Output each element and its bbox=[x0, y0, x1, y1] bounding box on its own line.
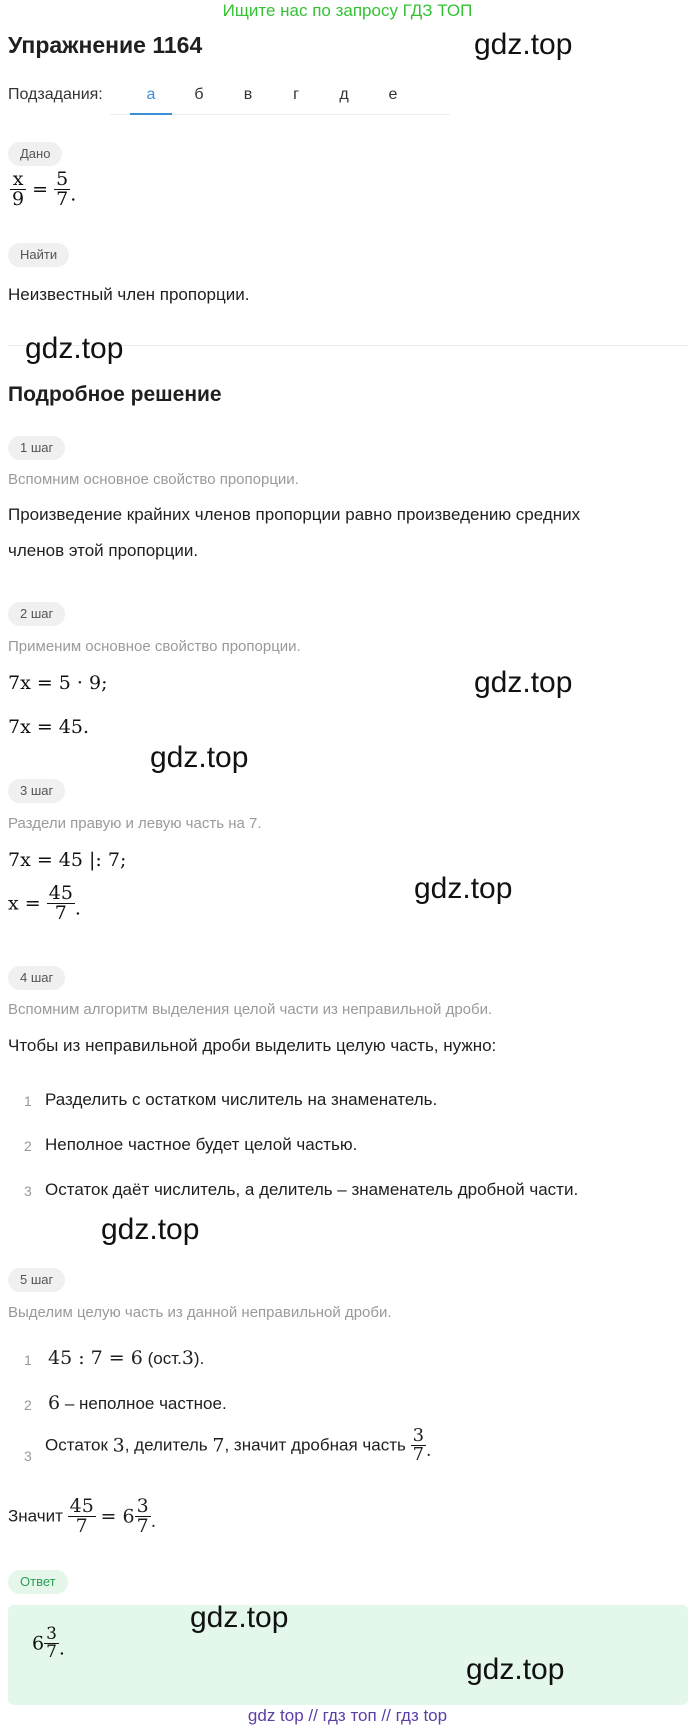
step2-eq2: 7x = 45. bbox=[8, 716, 90, 738]
step2-badge: 2 шаг bbox=[8, 602, 65, 626]
find-text: Неизвестный член пропорции. bbox=[8, 285, 250, 304]
watermark: gdz.top bbox=[190, 1601, 289, 1634]
top-banner[interactable]: Ищите нас по запросу ГДЗ ТОП bbox=[222, 1, 473, 20]
find-badge: Найти bbox=[8, 243, 69, 267]
tab-b[interactable]: б bbox=[194, 86, 204, 103]
tab-a[interactable]: а bbox=[146, 86, 156, 103]
step1-badge: 1 шаг bbox=[8, 436, 65, 460]
step4-intro: Чтобы из неправильной дроби выделить целую часть, нужно: bbox=[8, 1036, 497, 1055]
tab-g[interactable]: г bbox=[293, 86, 299, 103]
watermark: gdz.top bbox=[466, 1653, 565, 1686]
step4-hint: Вспомним алгоритм выделения целой части из неправильной дроби. bbox=[8, 1001, 493, 1018]
watermark: gdz.top bbox=[474, 28, 573, 61]
step2-eq1: 7x = 5 · 9; bbox=[8, 672, 108, 694]
step4-badge: 4 шаг bbox=[8, 966, 65, 990]
step1-line2: членов этой пропорции. bbox=[8, 541, 199, 560]
step5-item2: 6 – неполное частное. bbox=[48, 1392, 227, 1414]
answer-badge: Ответ bbox=[8, 1570, 68, 1594]
step5-conclusion: Значит $\frac{45}{7}$ = 6 $\frac{3}{7}$ . bbox=[8, 1495, 157, 1537]
given-badge: Дано bbox=[8, 142, 62, 166]
active-tab-indicator bbox=[130, 113, 172, 115]
list-item-number: 3 bbox=[24, 1183, 32, 1199]
answer-value: 6 $\frac{3}{7}$ . bbox=[32, 1624, 65, 1662]
step5-hint: Выделим целую часть из данной неправильной дроби. bbox=[8, 1304, 392, 1321]
list-item-number: 3 bbox=[24, 1448, 32, 1464]
watermark: gdz.top bbox=[101, 1213, 200, 1246]
step5-item3: Остаток 3, делитель 7, значит дробная часть $\frac{3}{7}$ . bbox=[45, 1425, 432, 1465]
step1-line1: Произведение крайних членов пропорции равно произведению средних bbox=[8, 505, 581, 524]
step2-hint: Применим основное свойство пропорции. bbox=[8, 638, 301, 655]
list-item: Остаток даёт числитель, а делитель – знаменатель дробной части. bbox=[45, 1180, 579, 1199]
footer-links[interactable]: gdz top // гдз топ // гдз top bbox=[247, 1706, 448, 1725]
page-title: Упражнение 1164 bbox=[8, 32, 203, 58]
list-item-number: 2 bbox=[24, 1138, 32, 1154]
watermark: gdz.top bbox=[150, 741, 249, 774]
step3-eq1: 7x = 45 |: 7; bbox=[8, 849, 127, 871]
tab-e[interactable]: е bbox=[388, 86, 398, 103]
tab-v[interactable]: в bbox=[243, 86, 253, 103]
given-equation: $\frac{x}{9}$ = $\frac{5}{7}$ . bbox=[12, 168, 77, 210]
list-item-number: 1 bbox=[24, 1093, 32, 1109]
watermark: gdz.top bbox=[25, 332, 124, 365]
step3-hint: Раздели правую и левую часть на 7. bbox=[8, 815, 262, 832]
watermark: gdz.top bbox=[474, 666, 573, 699]
list-item-number: 2 bbox=[24, 1397, 32, 1413]
step5-badge: 5 шаг bbox=[8, 1268, 65, 1292]
step5-item1: 45 : 7 = 6 (ост.3). bbox=[48, 1347, 205, 1369]
subtasks-label: Подзадания: bbox=[8, 86, 103, 103]
answer-box bbox=[8, 1605, 688, 1705]
step3-badge: 3 шаг bbox=[8, 779, 65, 803]
step1-hint: Вспомним основное свойство пропорции. bbox=[8, 471, 299, 488]
list-item: Разделить с остатком числитель на знаменатель. bbox=[45, 1090, 438, 1109]
list-item-number: 1 bbox=[24, 1352, 32, 1368]
solution-title: Подробное решение bbox=[8, 383, 222, 406]
list-item: Неполное частное будет целой частью. bbox=[45, 1135, 358, 1154]
tab-d[interactable]: д bbox=[339, 86, 349, 103]
watermark: gdz.top bbox=[414, 872, 513, 905]
step3-eq2: x = $\frac{45}{7}$ . bbox=[8, 882, 81, 924]
